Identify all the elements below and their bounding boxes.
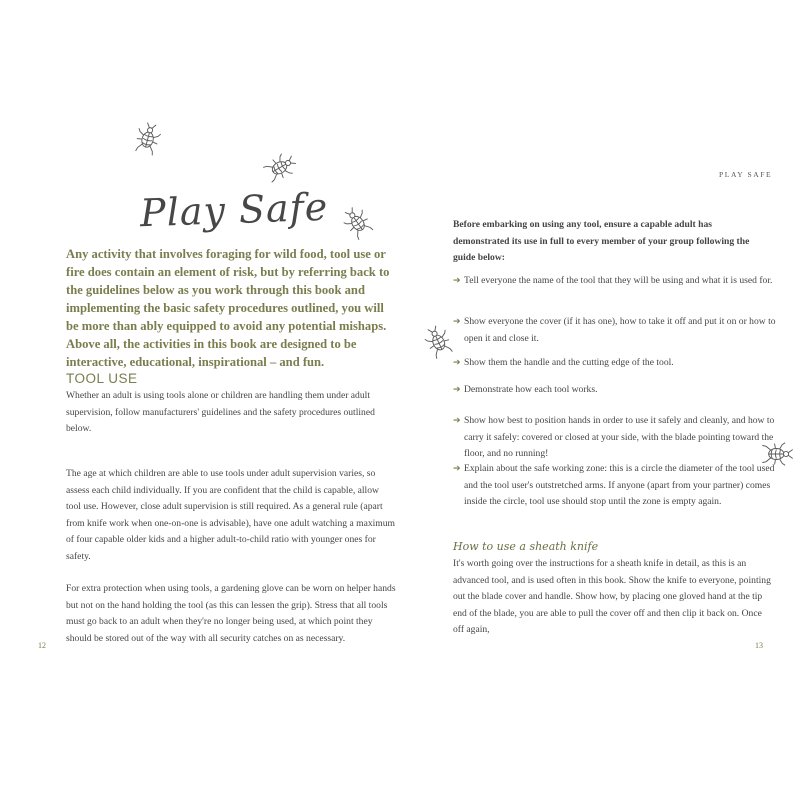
arrow-right-icon: ➔	[453, 358, 461, 368]
beetle-icon	[337, 201, 378, 244]
arrow-right-icon: ➔	[453, 416, 461, 426]
list-item	[453, 382, 778, 399]
body-paragraph: Whether an adult is using tools alone or children are handling them under adult supervision, follow manufacturers' guidelines and the safety procedures outlined below.	[66, 390, 375, 434]
beetle-icon	[131, 118, 165, 158]
list-item-text: Show how best to position hands in order to use it safely and cleanly, and how to carry it safely: covered or closed at your side, with the blade pointing toward the floor, and no running!	[464, 415, 775, 459]
intro-paragraph: Any activity that involves foraging for wild food, tool use or fire does contain an element of risk, but by referring back to the guidelines below as you work through this book and implementing the basic safety procedures outlined, you will be more than ably equipped to avoid any potential mishaps. Above all, the activities in this book are designed to be interactive, educational, inspirational – and fun.	[66, 247, 390, 369]
beetle-icon	[419, 320, 457, 362]
beetle-icon	[260, 147, 302, 187]
list-item	[453, 461, 778, 511]
body-paragraph: The age at which children are able to use tools under adult supervision varies, so assess each child individually. If you are confident that the child is capable, allow tool use. However, close adult supervision is still required. As a general rule (apart from knife work when one-on-one is advisable), have one adult watching a maximum of four capable older kids and a higher adult-to-child ratio with younger ones for safety.	[66, 468, 396, 562]
running-head: PLAY SAFE	[719, 170, 773, 179]
list-item	[453, 355, 778, 372]
arrow-right-icon: ➔	[453, 464, 461, 474]
beetle-icon	[761, 441, 795, 467]
subheading-sheath-knife: How to use a sheath knife	[453, 540, 599, 553]
list-item-text: Demonstrate how each tool works.	[464, 384, 598, 395]
list-item-text: Tell everyone the name of the tool that they will be using and what it is used for.	[464, 275, 773, 286]
arrow-right-icon: ➔	[453, 317, 461, 327]
right-page	[400, 0, 800, 800]
arrow-right-icon: ➔	[453, 385, 461, 395]
section-heading-tool-use: TOOL USE	[66, 371, 138, 386]
list-item-text: Show everyone the cover (if it has one), how to take it off and put it on or how to open it and close it.	[464, 316, 776, 344]
page-title: Play Safe	[139, 184, 329, 236]
list-item	[453, 273, 778, 290]
list-item-text: Explain about the safe working zone: this is a circle the diameter of the tool used and the tool user's outstretched arms. If anyone (apart from your partner) comes inside the circle, tool use should stop until the zone is empty again.	[464, 463, 775, 507]
intro-paragraph: Before embarking on using any tool, ensure a capable adult has demonstrated its use in full to every member of your group following the guide below:	[453, 219, 750, 263]
list-item-text: Show them the handle and the cutting edge of the tool.	[464, 357, 674, 368]
arrow-right-icon: ➔	[453, 276, 461, 286]
list-item	[453, 413, 778, 463]
body-paragraph: It's worth going over the instructions for a sheath knife in detail, as this is an advanced tool, and is used often in this book. Show the knife to everyone, pointing out the blade cover and handle. Show how, by placing one gloved hand at the tip end of the blade, you are able to pull the cover off and then clip it back on. Once off again,	[453, 558, 771, 635]
page-number-left: 12	[38, 641, 46, 650]
page-number-right: 13	[755, 641, 763, 650]
body-paragraph: For extra protection when using tools, a gardening glove can be worn on helper hands but not on the hand holding the tool (as this can lessen the grip). Stress that all tools must go back to an adult when they're no longer being used, at which point they should be stored out of the way with all security catches on as necessary.	[66, 583, 396, 644]
list-item	[453, 314, 778, 347]
